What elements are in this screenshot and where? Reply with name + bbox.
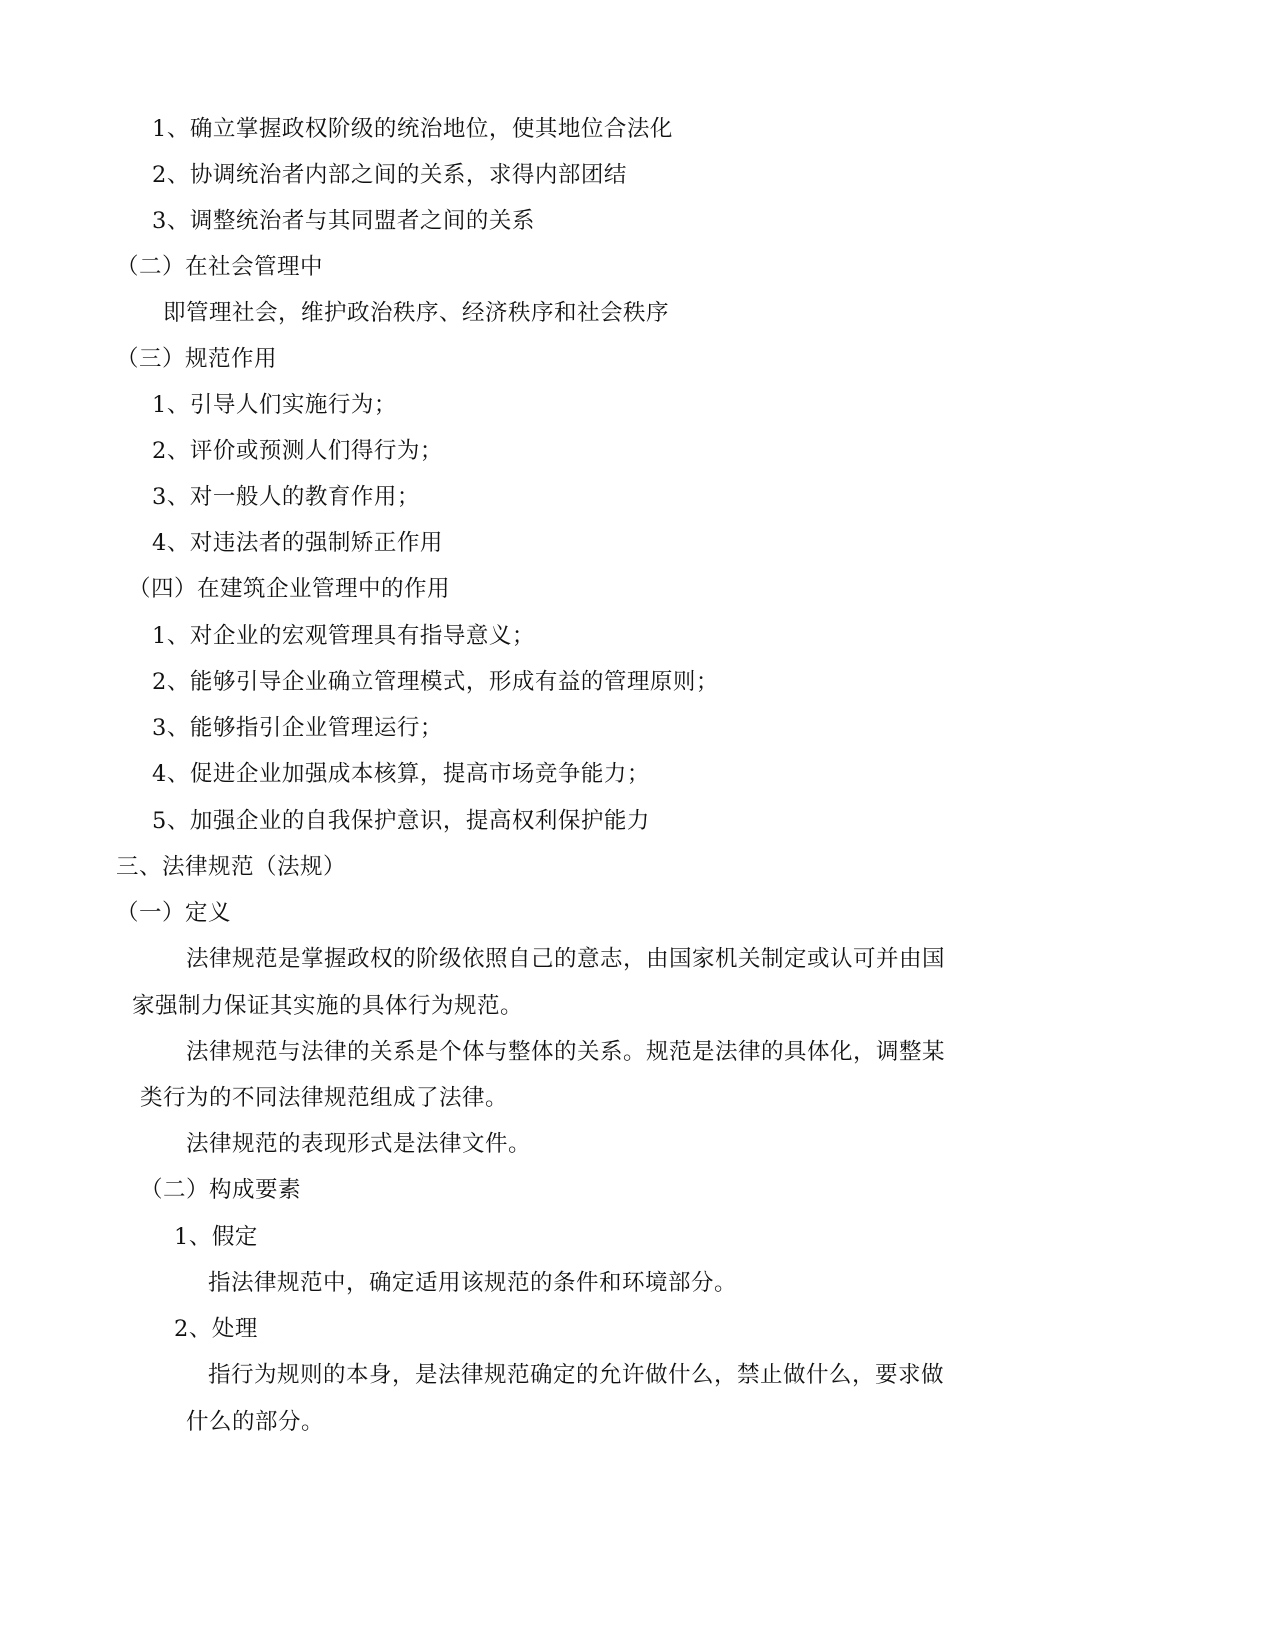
section-heading-3: （三）规范作用: [116, 346, 278, 372]
list-item-protection: 5、加强企业的自我保护意识，提高权利保护能力: [152, 808, 650, 834]
list-item-cost: 4、促进企业加强成本核算，提高市场竞争能力；: [152, 761, 650, 787]
list-item-guide: 1、引导人们实施行为；: [152, 392, 397, 418]
paragraph-definition-line-1: 法律规范是掌握政权的阶级依照自己的意志，由国家机关制定或认可并由国: [186, 946, 946, 972]
list-item-educate: 3、对一般人的教育作用；: [152, 484, 420, 510]
paragraph-form: 法律规范的表现形式是法律文件。: [186, 1131, 532, 1157]
element-heading-disposition: 2、处理: [174, 1316, 258, 1342]
paragraph-disposition-line-1: 指行为规则的本身，是法律规范确定的允许做什么，禁止做什么，要求做: [208, 1362, 945, 1388]
list-item-correct: 4、对违法者的强制矫正作用: [152, 530, 443, 556]
list-item-operation: 3、能够指引企业管理运行；: [152, 715, 443, 741]
paragraph-social-management: 即管理社会，维护政治秩序、经济秩序和社会秩序: [163, 300, 670, 326]
list-item-3: 3、调整统治者与其同盟者之间的关系: [152, 208, 535, 234]
paragraph-relation-line-2: 类行为的不同法律规范组成了法律。: [140, 1085, 509, 1111]
section-heading-2: （二）在社会管理中: [116, 254, 324, 280]
list-item-1: 1、确立掌握政权阶级的统治地位，使其地位合法化: [152, 116, 673, 142]
list-item-evaluate: 2、评价或预测人们得行为；: [152, 438, 443, 464]
chapter-heading-3: 三、法律规范（法规）: [116, 854, 347, 880]
element-heading-assumption: 1、假定: [174, 1224, 258, 1250]
list-item-2: 2、协调统治者内部之间的关系，求得内部团结: [152, 162, 627, 188]
paragraph-disposition-line-2: 什么的部分。: [186, 1409, 325, 1435]
list-item-mode: 2、能够引导企业确立管理模式，形成有益的管理原则；: [152, 669, 719, 695]
section-heading-4: （四）在建筑企业管理中的作用: [128, 576, 451, 602]
section-heading-definition: （一）定义: [116, 900, 232, 926]
paragraph-assumption: 指法律规范中，确定适用该规范的条件和环境部分。: [208, 1270, 738, 1296]
paragraph-relation-line-1: 法律规范与法律的关系是个体与整体的关系。规范是法律的具体化，调整某: [186, 1039, 946, 1065]
list-item-macro: 1、对企业的宏观管理具有指导意义；: [152, 623, 535, 649]
paragraph-definition-line-2: 家强制力保证其实施的具体行为规范。: [132, 993, 524, 1019]
section-heading-elements: （二）构成要素: [140, 1177, 302, 1203]
